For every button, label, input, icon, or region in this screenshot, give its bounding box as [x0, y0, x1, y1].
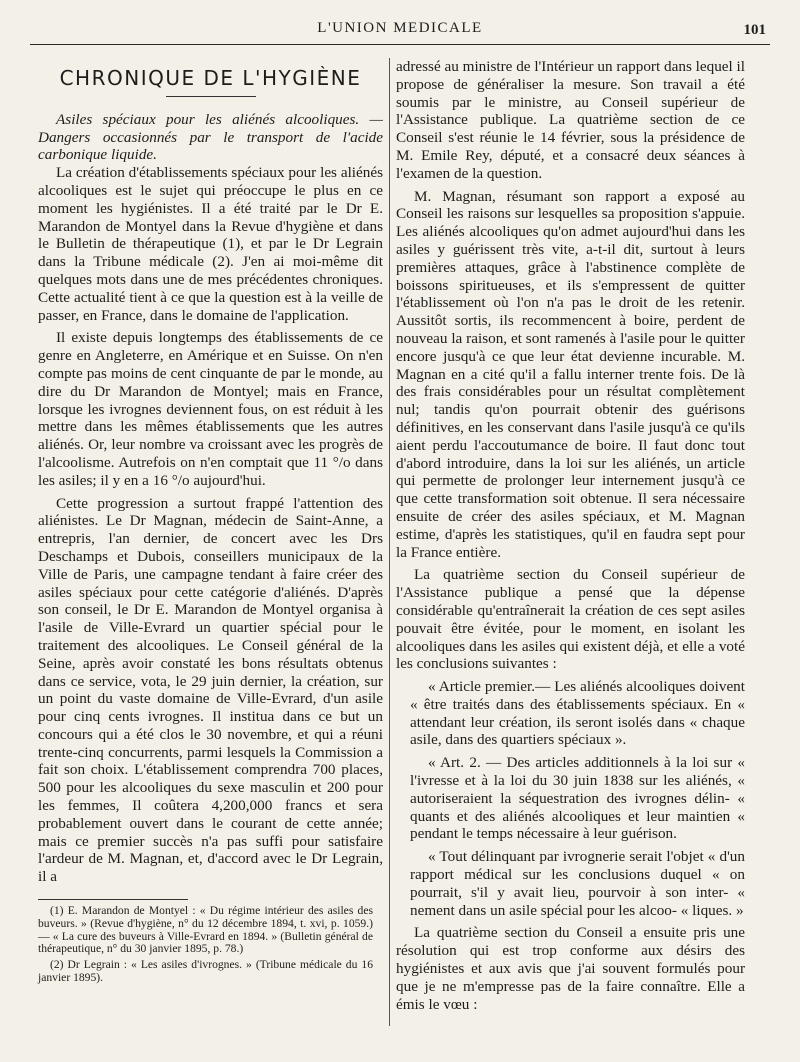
- section-subheading: Asiles spéciaux pour les aliénés alcooliques. — Dangers occasionnés par le transport de l'acide carbonique liquide.: [38, 110, 383, 164]
- header-rule: [30, 44, 770, 45]
- footnote: (1) E. Marandon de Montyel : « Du régime intérieur des asiles des buveurs. » (Revue d'hygiène, n° du 12 décembre 1894, t. xvi, p. 1059.) — « La cure des buveurs à Ville-Evrard en 1894. » (Bulletin général de thérapeutique, n° du 30 janvier 1895, p. 78.): [38, 904, 373, 956]
- running-title: L'UNION MEDICALE: [317, 20, 483, 36]
- section-title: CHRONIQUE DE L'HYGIÈNE: [59, 66, 362, 90]
- paragraph: M. Magnan, résumant son rapport a exposé au Conseil les raisons sur lesquelles sa proposition s'appuie. Les aliénés alcooliques qu'on admet aujourd'hui dans les asiles y guérissent très vite, a-t-il dit, surtout à leurs premières attaques, grâce à l'abstinence complète de boissons spiritueuses, et ils s'empressent de quitter l'établissement où l'on n'a pas le droit de les retenir. Aussitôt sortis, ils recommencent à boire, perdent de nouveau la raison, et sont ramenés à l'asile pour le quitter encore jusqu'à ce que leur état devienne incurable. M. Magnan en a cité qu'il a fallu interner trente fois. De là des frais considérables pour un résultat complètement nul; tandis qu'on pourrait obtenir des guérisons définitives, en les conservant dans l'asile jusqu'à ce qu'ils aient perdu l'accoutumance de boire. Il faut donc tout d'abord introduire, dans la loi sur les aliénés, un article qui permette de prolonger leur internement jusqu'à ce que cette transformation soit obtenue. Il sera nécessaire ensuite de créer des asiles spéciaux, et M. Magnan estime, d'après les statistiques, qu'il en faudra sept pour la France entière.: [396, 187, 745, 561]
- paragraph: La quatrième section du Conseil a ensuite pris une résolution qui est trop conforme aux désirs des hygiénistes et aux avis que j'ai souvent formulés pour que je ne m'empresse pas de la faire connaître. Elle a émis le vœu :: [396, 924, 745, 1013]
- paragraph: adressé au ministre de l'Intérieur un rapport dans lequel il propose de généraliser la mesure. Son travail a été soumis par le ministre, au Conseil supérieur de l'Assistance publique. La quatrième section de ce Conseil s'est réunie le 14 février, sous la présidence de M. Emile Rey, député, et a consacré deux séances à l'examen de la question.: [396, 58, 745, 182]
- quoted-articles: [396, 678, 745, 919]
- page-number: 101: [743, 22, 766, 38]
- article-quote: « Tout délinquant par ivrognerie serait l'objet « d'un rapport médical sur les conclusions duquel « on pourrait, s'il y avait lieu, pourvoir à son inter- « nement dans un asile spécial pour les alcoo- « liques. »: [410, 848, 745, 919]
- running-head: [30, 20, 770, 42]
- column-divider: [389, 58, 390, 1026]
- paragraph: La création d'établissements spéciaux pour les aliénés alcooliques est le sujet qui préoccupe le plus en ce moment les hygiénistes. Il a été traité par le Dr E. Marandon de Montyel dans la Revue d'hygiène et dans le Bulletin de thérapeutique (1), et par le Dr Legrain dans la Tribune médicale (2). J'en ai moi-même dit quelques mots dans une de mes précédentes chroniques. Cette actualité tient à ce que la question est à la veille de passer, en France, dans le domaine de l'application.: [38, 164, 383, 324]
- paragraph: Il existe depuis longtemps des établissements de ce genre en Angleterre, en Amérique et en Suisse. On n'en compte pas moins de cent cinquante de par le monde, au dire du Dr Marandon de Montyel; mais en France, lorsque les ivrognes deviennent fous, on est réduit à les mettre dans les mêmes établissements que les autres aliénés. Or, leur nombre va croissant avec les progrès de l'alcoolisme. Autrefois on n'en comptait que 11 °/o dans les asiles; il y en a 16 °/o aujourd'hui.: [38, 329, 383, 489]
- footnote: (2) Dr Legrain : « Les asiles d'ivrognes. » (Tribune médicale du 16 janvier 1895).: [38, 958, 373, 984]
- footnotes: [38, 905, 373, 988]
- paragraph: La quatrième section du Conseil supérieur de l'Assistance publique a pensé que la dépense considérable qu'entraînerait la création de ces sept asiles pouvait être évitée, pour le moment, en isolant les alcooliques dans les asiles qui existent déjà, et elle a voté les conclusions suivantes :: [396, 566, 745, 673]
- title-rule: [166, 96, 256, 97]
- footnote-rule: [38, 899, 188, 900]
- article-quote: « Art. 2. — Des articles additionnels à la loi sur « l'ivresse et à la loi du 30 juin 1838 sur les aliénés, « autoriseraient la séquestration des ivrognes délin- « quants et des aliénés alcooliques et leur maintien « pendant le temps nécessaire à leur guérison.: [410, 754, 745, 843]
- article-quote: « Article premier.— Les aliénés alcooliques doivent « être traités dans des établissements spéciaux. En « attendant leur création, ils seront isolés dans « chaque asile, dans des quartiers spéciaux ».: [410, 678, 745, 749]
- right-column: [396, 58, 745, 1048]
- paragraph: Cette progression a surtout frappé l'attention des aliénistes. Le Dr Magnan, médecin de Saint-Anne, a entrepris, l'an dernier, de concert avec les Drs Deschamps et Dubois, conseillers municipaux de la Ville de Paris, une campagne tendant à faire créer des asiles spéciaux pour cette catégorie d'aliénés. D'après son conseil, le Dr E. Marandon de Montyel organisa à l'asile de Ville-Evrard un quartier spécial pour le traitement des alcooliques. Le Conseil général de la Seine, après avoir constaté les bons résultats obtenus dans ce service, vota, le 29 juin dernier, la création, sur un point du vaste domaine de Ville-Evrard, d'un asile pour cinq cents ivrognes. Il institua dans ce but un concours qui a été clos le 30 novembre, et qui a réuni trente-cinq concurrents, parmi lesquels la Commission a fait son choix. L'établissement comprendra 700 places, 500 pour les alcooliques du sexe masculin et 200 pour les femmes, Il coûtera 4,200,000 francs et sera probablement ouvert dans le courant de cette année; mais ce premier succès n'a pas suffi pour satisfaire l'ardeur de M. Magnan, et, d'accord avec le Dr Legrain, il a: [38, 494, 383, 886]
